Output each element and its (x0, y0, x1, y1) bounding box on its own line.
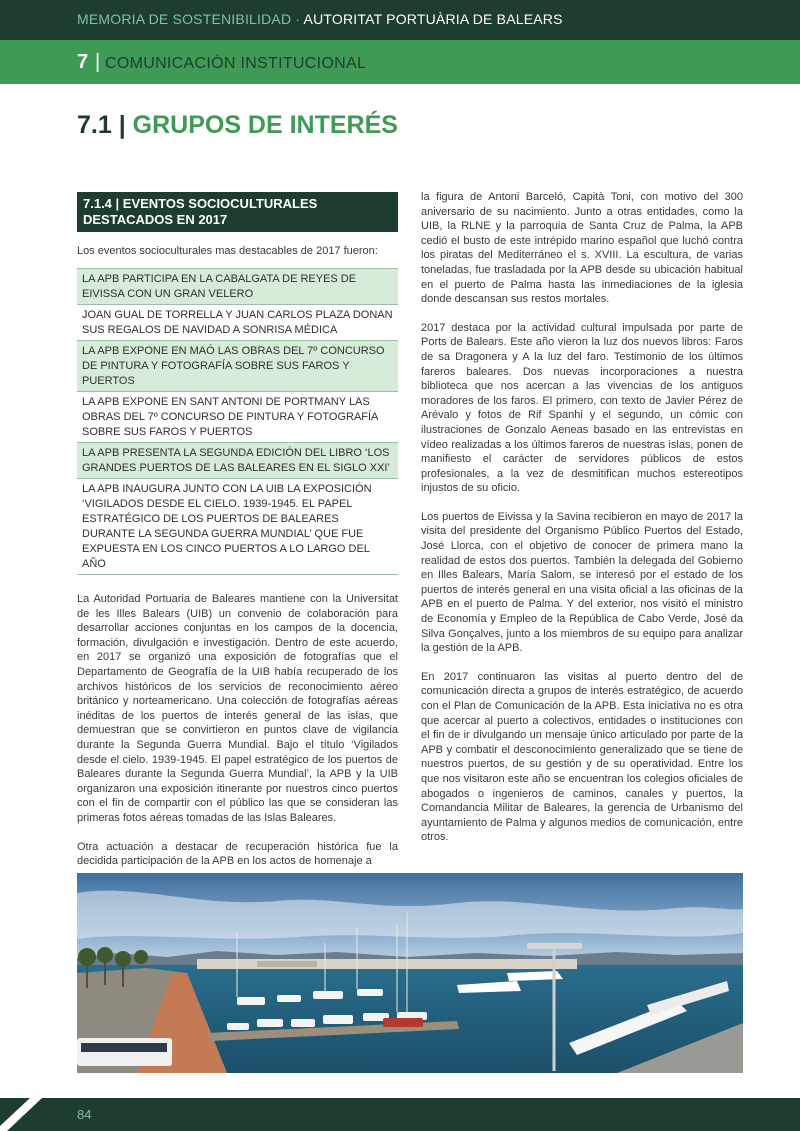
subsection-intro: Los eventos socioculturales mas destacables de 2017 fueron: (77, 245, 378, 257)
report-name: MEMORIA DE SOSTENIBILIDAD (77, 11, 292, 27)
corner-stripe-decoration (0, 1098, 50, 1131)
event-item: LA APB INAUGURA JUNTO CON LA UIB LA EXPOSICIÓN ‘VIGILADOS DESDE EL CIELO. 1939-1945. EL PAPEL ESTRATÉGICO DE LOS PUERTOS DE BALEARES DURANTE LA SEGUNDA GUERRA MUNDIAL’ QUE FUE EXPUESTA EN LOS CINCO PUERTOS A LO LARGO DEL AÑO (77, 479, 398, 575)
section-number: 7.1 | (77, 111, 133, 139)
page-number: 84 (77, 1107, 92, 1122)
left-column (77, 192, 398, 869)
harbor-illustration (77, 873, 743, 1073)
far-quay-buildings (197, 959, 577, 969)
body-paragraph: En 2017 continuaron las visitas al puerto dentro del de comunicación directa a grupos de interés estratégico, de acuerdo con el Plan de Comunicación de la APB. Esta iniciativa no es otra que acercar al puerto a colectivos, entidades o instituciones con el fin de ir divulgando un mensaje único articulado por parte de la APB y combatir el desconocimiento generalizado que se tiene de nuestros puertos, de su gestión y de su operatividad. Entre los que nos visitaron este año se encuentran los colegios oficiales de abogados o ingenieros de caminos, canales y puertos, la Comandancia Militar de Baleares, la gerencia de Urbanismo del ayuntamiento de Palma y algunos medios de comunicación, entre otros. (421, 670, 743, 844)
report-header-text (77, 11, 563, 27)
section-title: GRUPOS DE INTERÉS (132, 111, 398, 139)
chapter-number: 7 (77, 51, 89, 73)
body-paragraph: Los puertos de Eivissa y la Savina recibieron en mayo de 2017 la visita del presidente del Organismo Público Puertos del Estado, José Llorca, con el objetivo de conocer de primera mano la realidad de estos dos puertos. También la delegada del Gobierno en Illes Balears, María Salom, se interesó por el estado de los puertos de interés general en una visita oficial a las oficinas de la APB en el puerto de Palma. Y del exterior, nos visitó el ministro de Economía y Empleo de la República de Cabo Verde, José da Silva Gonçalves, junto a los miembros de su equipo para analizar la gestión de la APB. (421, 510, 743, 655)
body-paragraph: La Autoridad Portuaria de Baleares mantiene con la Universitat de les Illes Balears (UIB) un convenio de colaboración para desarrollar acciones conjuntas en los campos de la docencia, formación, divulgación e investigación. Dentro de este acuerdo, en 2017 se organizó una exposición de fotografías que el Departamento de Geografía de la UIB había recuperado de los archivos históricos de los servicios de reconocimiento aéreo británico y norteamericano. Una colección de fotografías aéreas inéditas de los puertos de interés general de las islas, que demuestran que se convirtieron en puntos clave de vigilancia durante la Segunda Guerra Mundial. Bajo el título ‘Vigilados desde el cielo. 1939-1945. El papel estratégico de los puertos de Baleares durante la Segunda Guerra Mundial’, la APB y la UIB organizaron una exposición itinerante por nuestros cinco puertos con el fin de compartir con el público las que se consideran las primeras fotos aéreas tomadas de las Islas Baleares. (77, 593, 398, 824)
harbor-photo (77, 873, 743, 1073)
event-item: LA APB PRESENTA LA SEGUNDA EDICIÓN DEL LIBRO ‘LOS GRANDES PUERTOS DE LAS BALEARES EN EL SIGLO XXI’ (77, 443, 398, 479)
section-heading (77, 111, 398, 140)
body-paragraph: 2017 destaca por la actividad cultural impulsada por parte de Ports de Balears. Este año vieron la luz dos nuevos libros: Faros de sa Dragonera y A la luz del faro. Testimonio de los últimos fareros baleares. Dos nuevas incorporaciones a nuestra biblioteca que nos acercan a las vivencias de los antiguos moradores de los faros. El primero, con texto de Javier Pérez de Arévalo y fotos de Rif Spanhi y el segundo, un cómic con ilustraciones de Gonzalo Aeneas basado en las entrevistas en vídeo realizadas a los últimos fareros de nuestras islas, ponen de manifiesto el carácter de servidores públicos de estos profesionales, a la vez de desmitifican muchos estereotipos injustos de su oficio. (421, 321, 743, 495)
event-item: LA APB EXPONE EN SANT ANTONI DE PORTMANY LAS OBRAS DEL 7º CONCURSO DE PINTURA Y FOTOGRAFÍA SOBRE SUS FAROS Y PUERTOS (77, 392, 398, 443)
event-item: LA APB PARTICIPA EN LA CABALGATA DE REYES DE EIVISSA CON UN GRAN VELERO (77, 269, 398, 305)
chapter-title: COMUNICACIÓN INSTITUCIONAL (105, 55, 367, 72)
report-header-separator: · (291, 11, 304, 27)
chapter-separator: | (95, 51, 101, 73)
subsection-heading: 7.1.4 | EVENTOS SOCIOCULTURALES DESTACADOS EN 2017 (77, 192, 398, 232)
red-boat (383, 1018, 423, 1027)
right-column (421, 190, 743, 845)
event-item: LA APB EXPONE EN MAÓ LAS OBRAS DEL 7º CONCURSO DE PINTURA Y FOTOGRAFÍA SOBRE SUS FAROS Y PUERTOS (77, 341, 398, 392)
event-item: JOAN GUAL DE TORRELLA Y JUAN CARLOS PLAZA DONAN SUS REGALOS DE NAVIDAD A SONRISA MÉDICA (77, 305, 398, 341)
events-list (77, 268, 398, 575)
report-header-bar (0, 0, 800, 40)
chapter-bar (0, 40, 800, 84)
page-footer (0, 1098, 800, 1131)
organization-name: AUTORITAT PORTUÀRIA DE BALEARS (303, 11, 563, 27)
body-paragraph: Otra actuación a destacar de recuperación histórica fue la decidida participación de la APB en los actos de homenaje a (77, 840, 398, 868)
body-paragraph: la figura de Antoni Barceló, Capità Toni, con motivo del 300 aniversario de su nacimiento. Junto a otras entidades, como la UIB, la RLNE y la parroquia de Santa Cruz de Palma, la APB cedió el busto de este intrépido marino español que luchó contra los piratas del Mediterráneo el s. XVIII. La escultura, de varias toneladas, fue trasladada por la APB desde su ubicación habitual en el puerto de Palma hasta las inmediaciones de la iglesia donde descansan sus restos mortales. (421, 191, 743, 306)
